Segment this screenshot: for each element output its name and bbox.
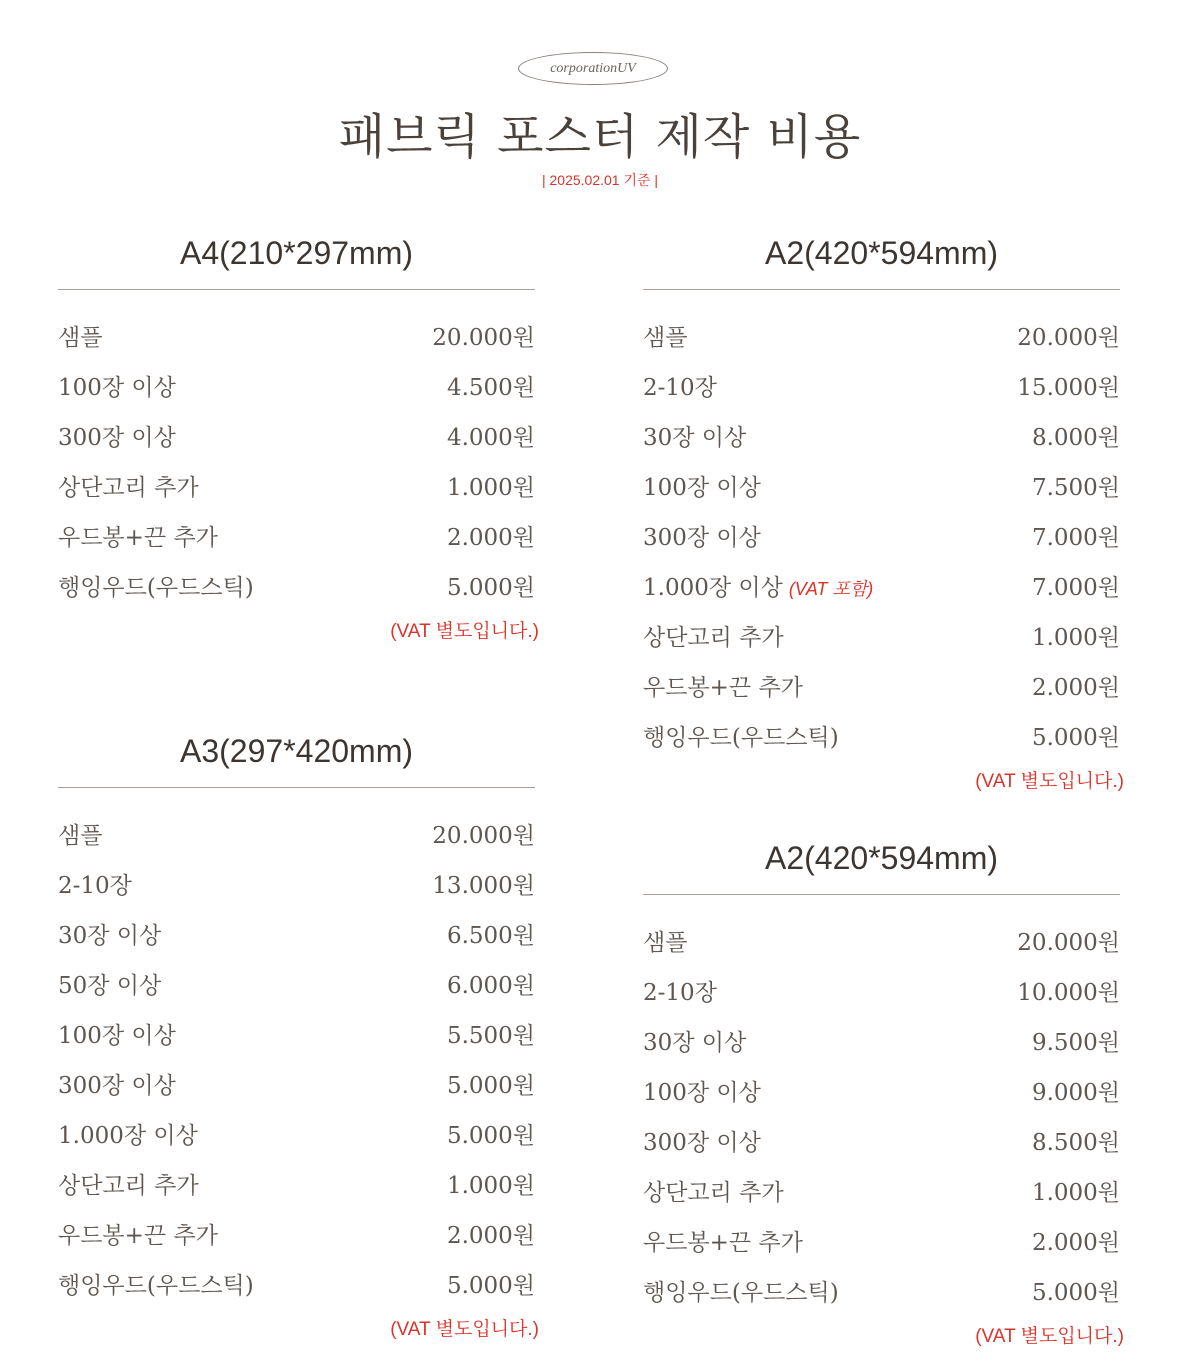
price-row — [643, 1115, 1120, 1165]
vat-note: (VAT 별도입니다.) — [390, 621, 539, 642]
price-row — [58, 1208, 535, 1258]
row-label: 30장 이상 — [58, 922, 162, 949]
row-label: 300장 이상 — [58, 1072, 176, 1099]
price-row — [643, 310, 1120, 360]
price-row — [643, 1265, 1120, 1315]
row-label: 100장 이상 — [58, 374, 176, 401]
price-row — [643, 460, 1120, 510]
row-label-group — [58, 519, 218, 552]
row-label-group — [643, 924, 687, 957]
price-row — [643, 710, 1120, 760]
row-label-group — [58, 1117, 198, 1150]
price-row — [58, 908, 535, 958]
row-label-group — [58, 1067, 176, 1100]
price-row — [58, 1258, 535, 1308]
row-label: 샘플 — [58, 822, 103, 849]
row-note: (VAT 포함) — [788, 578, 874, 599]
row-label: 우드봉+끈 추가 — [58, 524, 218, 551]
row-price: 5.000원 — [1031, 724, 1120, 751]
row-price: 20.000원 — [432, 822, 535, 849]
row-label: 행잉우드(우드스틱) — [58, 1272, 254, 1299]
row-label: 30장 이상 — [643, 424, 747, 451]
price-row — [643, 660, 1120, 710]
section-divider — [58, 787, 535, 788]
row-label-group — [58, 1167, 199, 1200]
row-price: 2.000원 — [1031, 1229, 1120, 1256]
row-label: 상단고리 추가 — [643, 624, 784, 651]
row-price: 7.500원 — [1031, 474, 1120, 501]
row-label: 100장 이상 — [643, 1079, 761, 1106]
row-label: 2-10장 — [643, 374, 717, 401]
row-label-group — [58, 469, 199, 502]
price-section-a4 — [58, 223, 539, 643]
row-label-group — [643, 1074, 761, 1107]
price-row — [643, 510, 1120, 560]
row-label-group — [643, 1124, 761, 1157]
row-label: 행잉우드(우드스틱) — [643, 1279, 839, 1306]
price-row — [643, 1015, 1120, 1065]
row-label-group — [643, 519, 761, 552]
price-row — [643, 560, 1120, 610]
row-price: 9.500원 — [1031, 1029, 1120, 1056]
row-price: 1.000원 — [446, 474, 535, 501]
row-price: 7.000원 — [1031, 524, 1120, 551]
price-row — [58, 1158, 535, 1208]
row-price: 20.000원 — [432, 324, 535, 351]
price-row — [643, 1165, 1120, 1215]
row-label-group — [58, 867, 132, 900]
row-label: 300장 이상 — [58, 424, 176, 451]
row-price: 20.000원 — [1017, 929, 1120, 956]
row-label: 행잉우드(우드스틱) — [58, 574, 254, 601]
row-label: 샘플 — [643, 929, 688, 956]
row-label-group — [58, 369, 176, 402]
row-label-group — [58, 1267, 254, 1300]
section-divider — [643, 894, 1120, 895]
row-price: 4.500원 — [446, 374, 535, 401]
price-row — [58, 510, 535, 560]
row-price: 13.000원 — [432, 872, 535, 899]
price-row — [58, 1058, 535, 1108]
price-row — [58, 310, 535, 360]
price-row — [58, 958, 535, 1008]
row-price: 8.000원 — [1031, 424, 1120, 451]
row-label: 1.000장 이상 — [58, 1122, 198, 1149]
row-label-group — [643, 1224, 803, 1257]
row-label-group — [643, 369, 717, 402]
row-label: 샘플 — [58, 324, 103, 351]
row-price: 2.000원 — [446, 524, 535, 551]
vat-note: (VAT 별도입니다.) — [975, 771, 1124, 792]
price-row — [643, 965, 1120, 1015]
row-label: 100장 이상 — [58, 1022, 176, 1049]
row-label: 우드봉+끈 추가 — [643, 674, 803, 701]
row-price: 15.000원 — [1017, 374, 1120, 401]
row-label-group — [643, 419, 746, 452]
row-label: 우드봉+끈 추가 — [643, 1229, 803, 1256]
row-price: 2.000원 — [446, 1222, 535, 1249]
row-price: 10.000원 — [1017, 979, 1120, 1006]
row-label-group — [643, 719, 839, 752]
row-price: 1.000원 — [1031, 624, 1120, 651]
price-row — [643, 360, 1120, 410]
row-label-group — [58, 967, 161, 1000]
price-section-a3 — [58, 721, 539, 1341]
row-label: 300장 이상 — [643, 524, 761, 551]
page-title: 패브릭 포스터 제작 비용 — [338, 109, 862, 165]
row-price: 1.000원 — [1031, 1179, 1120, 1206]
section-title: A3(297*420mm) — [180, 732, 413, 769]
row-price: 6.500원 — [446, 922, 535, 949]
row-label: 100장 이상 — [643, 474, 761, 501]
row-label-group — [643, 469, 761, 502]
row-label-group — [58, 817, 102, 850]
price-row — [643, 915, 1120, 965]
row-label: 30장 이상 — [643, 1029, 747, 1056]
price-row — [58, 410, 535, 460]
row-label-group — [58, 1017, 176, 1050]
row-price: 5.000원 — [446, 1122, 535, 1149]
section-divider — [643, 289, 1120, 290]
row-price: 4.000원 — [446, 424, 535, 451]
row-label: 2-10장 — [58, 872, 132, 899]
row-label: 샘플 — [643, 324, 688, 351]
section-title: A4(210*297mm) — [180, 234, 413, 271]
price-section-a2-second — [643, 828, 1124, 1348]
row-label: 1.000장 이상 — [643, 574, 783, 601]
price-row — [643, 1065, 1120, 1115]
price-row — [643, 610, 1120, 660]
price-row — [643, 1215, 1120, 1265]
row-label-group — [643, 319, 687, 352]
row-price: 6.000원 — [446, 972, 535, 999]
row-price: 7.000원 — [1031, 574, 1120, 601]
row-label: 상단고리 추가 — [58, 474, 199, 501]
row-price: 8.500원 — [1031, 1129, 1120, 1156]
row-label-group — [643, 619, 784, 652]
row-label: 행잉우드(우드스틱) — [643, 724, 839, 751]
vat-note: (VAT 별도입니다.) — [975, 1326, 1124, 1347]
section-title: A2(420*594mm) — [765, 234, 998, 271]
row-price: 9.000원 — [1031, 1079, 1120, 1106]
row-label-group — [643, 1174, 784, 1207]
row-label: 300장 이상 — [643, 1129, 761, 1156]
row-label-group — [58, 419, 176, 452]
row-label-group — [58, 319, 102, 352]
price-row — [58, 858, 535, 908]
row-label-group — [58, 1217, 218, 1250]
row-price: 1.000원 — [446, 1172, 535, 1199]
row-label: 상단고리 추가 — [58, 1172, 199, 1199]
row-label: 상단고리 추가 — [643, 1179, 784, 1206]
row-label-group — [643, 669, 803, 702]
row-label-group — [58, 917, 161, 950]
date-note: | 2025.02.01 기준 | — [541, 172, 659, 188]
row-label-group — [643, 569, 873, 602]
row-price: 2.000원 — [1031, 674, 1120, 701]
price-row — [58, 1008, 535, 1058]
brand-name: corporationUV — [550, 60, 636, 76]
row-label-group — [643, 1024, 746, 1057]
row-price: 5.000원 — [446, 574, 535, 601]
row-label: 2-10장 — [643, 979, 717, 1006]
price-row — [58, 560, 535, 610]
row-price: 5.000원 — [1031, 1279, 1120, 1306]
price-section-a2 — [643, 223, 1124, 793]
row-price: 5.000원 — [446, 1072, 535, 1099]
row-label: 50장 이상 — [58, 972, 162, 999]
price-row — [58, 460, 535, 510]
row-price: 5.500원 — [446, 1022, 535, 1049]
row-price: 5.000원 — [446, 1272, 535, 1299]
row-label-group — [643, 1274, 839, 1307]
vat-note: (VAT 별도입니다.) — [390, 1319, 539, 1340]
section-divider — [58, 289, 535, 290]
section-title: A2(420*594mm) — [765, 839, 998, 876]
price-row — [643, 410, 1120, 460]
price-row — [58, 1108, 535, 1158]
row-label-group — [58, 569, 254, 602]
row-label-group — [643, 974, 717, 1007]
row-price: 20.000원 — [1017, 324, 1120, 351]
brand-badge — [518, 52, 668, 85]
price-row — [58, 808, 535, 858]
row-label: 우드봉+끈 추가 — [58, 1222, 218, 1249]
price-row — [58, 360, 535, 410]
